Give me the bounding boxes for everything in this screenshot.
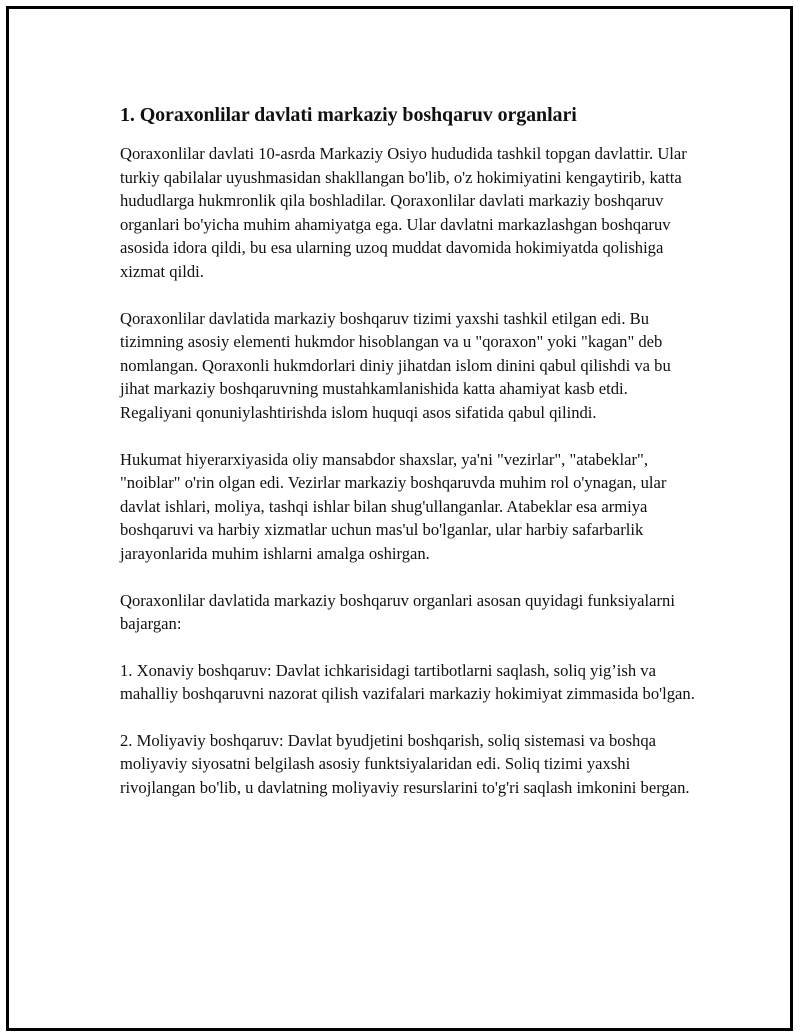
document-title: 1. Qoraxonlilar davlati markaziy boshqaruv organlari [120,104,577,126]
page-frame [6,6,793,1031]
list-item-finance: 2. Moliyaviy boshqaruv: Davlat byudjetini boshqarish, soliq sistemasi va boshqa moliyaviy siyosatni belgilash asosiy funktsiyalaridan edi. Soliq tizimi yaxshi rivojlangan bo'lib, u davlatning moliyaviy resurslarini to'g'ri saqlash imkonini bergan. [120,730,690,798]
paragraph-functions-intro: Qoraxonlilar davlatida markaziy boshqaruv organlari asosan quyidagi funksiyalarni bajargan: [120,590,675,634]
list-item-administration: 1. Xonaviy boshqaruv: Davlat ichkarisidagi tartibotlarni saqlash, soliq yig’ish va mahalliy boshqaruvni nazorat qilish vazifalari markaziy hokimiyat zimmasida bo'lgan. [120,660,695,704]
paragraph-governance-system: Qoraxonlilar davlatida markaziy boshqaruv tizimi yaxshi tashkil etilgan edi. Bu tizimning asosiy elementi hukmdor hisoblangan va u "qoraxon" yoki "kagan" deb nomlangan. Qoraxonli hukmdorlari diniy jihatdan islom dinini qabul qilishdi va bu jihat markaziy boshqaruvning mustahkamlanishida katta ahamiyat kasb etdi. Regaliyani qonuniylashtirishda islom huquqi asos sifatida qabul qilindi. [120,308,671,422]
document-body [120,101,695,823]
paragraph-hierarchy: Hukumat hiyerarxiyasida oliy mansabdor shaxslar, ya'ni "vezirlar", "atabeklar", "noiblar" o'rin olgan edi. Vezirlar markaziy boshqaruvda muhim rol o'ynagan, ular davlat ishlari, moliya, tashqi ishlar bilan shug'ullanganlar. Atabeklar esa armiya boshqaruvi va harbiy xizmatlar uchun mas'ul bo'lganlar, ular harbiy safarbarlik jarayonlarida muhim ishlarni amalga oshirgan. [120,449,667,563]
paragraph-intro: Qoraxonlilar davlati 10-asrda Markaziy Osiyo hududida tashkil topgan davlattir. Ular turkiy qabilalar uyushmasidan shakllangan bo'lib, o'z hokimiyatini kengaytirib, katta hududlarga hukmronlik qila boshladilar. Qoraxonlilar davlati markaziy boshqaruv organlari bo'yicha muhim ahamiyatga ega. Ular davlatni markazlashgan boshqaruv asosida idora qildi, bu esa ularning uzoq muddat davomida hokimiyatda qolishiga xizmat qildi. [120,144,687,281]
